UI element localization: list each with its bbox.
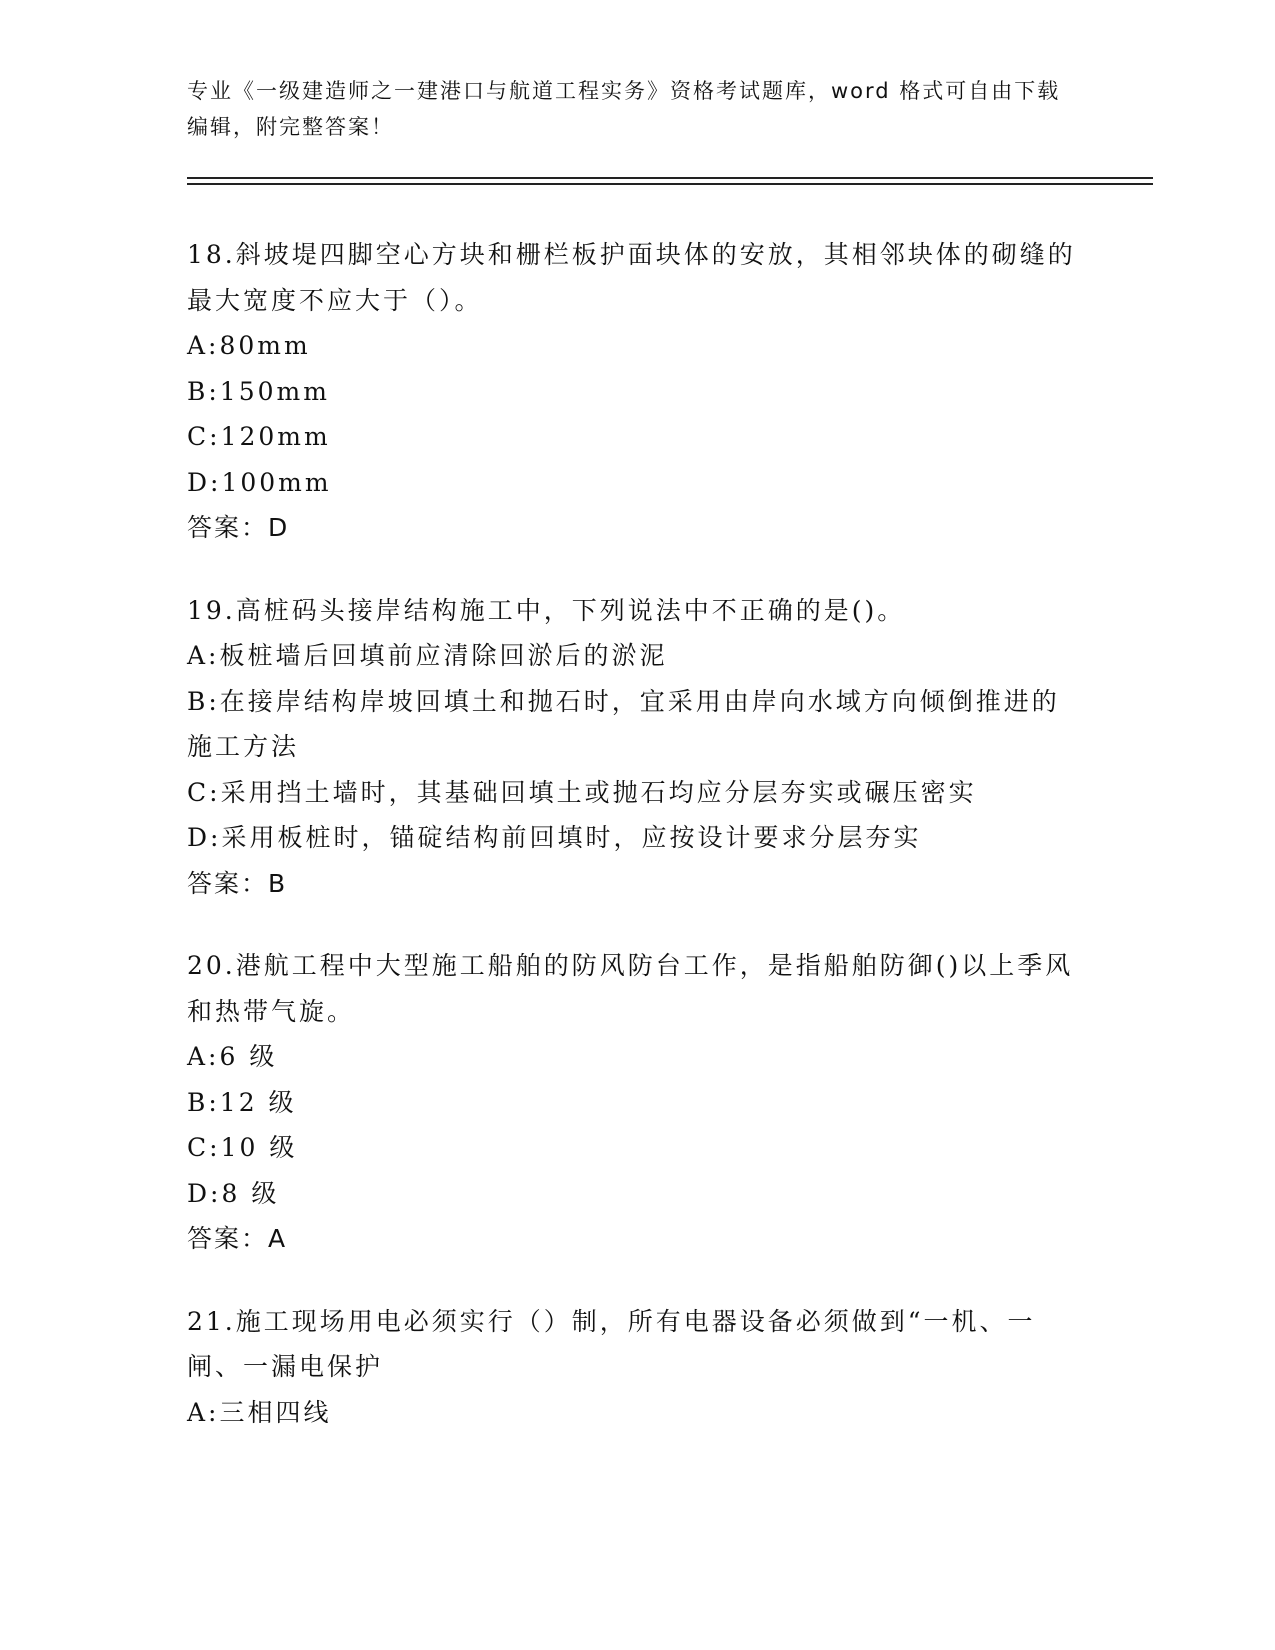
- question-list: [187, 232, 1087, 1472]
- answer-line: 答案：D: [187, 513, 290, 542]
- option-letter: B:: [187, 1087, 220, 1117]
- question-stem: 21.施工现场用电必须实行（）制，所有电器设备必须做到“一机、一闸、一漏电保护: [187, 1306, 1036, 1381]
- option-a: [187, 633, 1087, 679]
- question-19: [187, 588, 1087, 907]
- option-c: [187, 770, 1087, 816]
- option-letter: C:: [187, 777, 221, 807]
- answer-line: 答案：A: [187, 1224, 288, 1253]
- option-a: [187, 1390, 1087, 1436]
- option-letter: D:: [187, 467, 222, 497]
- option-b: [187, 679, 1087, 770]
- option-text: 150mm: [219, 376, 330, 406]
- header-divider-bottom: [187, 183, 1153, 185]
- option-text: 100mm: [221, 467, 332, 497]
- option-text: 采用板桩时，锚碇结构前回填时，应按设计要求分层夯实: [221, 823, 922, 852]
- option-text: 板桩墙后回填前应清除回淤后的淤泥: [219, 641, 668, 670]
- header-intro-text: 专业《一级建造师之一建港口与航道工程实务》资格考试题库，word 格式可自由下载编辑，附完整答案！: [187, 79, 1061, 139]
- option-text: 6 级: [219, 1042, 278, 1071]
- option-letter: C:: [187, 1133, 221, 1162]
- option-a: [187, 1034, 1087, 1080]
- question-stem: 19.高桩码头接岸结构施工中，下列说法中不正确的是()。: [187, 595, 906, 625]
- option-letter: B:: [187, 376, 220, 406]
- option-letter: C:: [187, 422, 221, 451]
- option-text: 10 级: [220, 1133, 298, 1162]
- option-d: [187, 460, 1087, 506]
- option-letter: D:: [187, 1178, 222, 1208]
- option-c: [187, 1125, 1087, 1171]
- option-text: 在接岸结构岸坡回填土和抛石时，宜采用由岸向水域方向倾倒推进的施工方法: [187, 686, 1060, 761]
- answer-line: 答案：B: [187, 868, 288, 898]
- option-a: [187, 323, 1087, 369]
- option-text: 12 级: [219, 1087, 297, 1117]
- question-18: [187, 232, 1087, 551]
- question-21: [187, 1299, 1087, 1436]
- option-letter: D:: [187, 823, 222, 852]
- option-text: 三相四线: [219, 1397, 332, 1427]
- option-c: [187, 414, 1087, 460]
- option-b: [187, 369, 1087, 415]
- option-letter: A:: [187, 331, 220, 360]
- option-letter: A:: [187, 641, 220, 670]
- option-letter: B:: [187, 686, 220, 716]
- option-letter: A:: [187, 1397, 220, 1427]
- option-d: [187, 1171, 1087, 1217]
- document-header: [187, 73, 1067, 145]
- question-stem: 18.斜坡堤四脚空心方块和栅栏板护面块体的安放，其相邻块体的砌缝的最大宽度不应大于（）。: [187, 240, 1076, 315]
- question-stem: 20.港航工程中大型施工船舶的防风防台工作，是指船舶防御()以上季风和热带气旋。: [187, 951, 1074, 1026]
- option-text: 120mm: [220, 422, 331, 451]
- option-text: 80mm: [219, 331, 311, 360]
- option-text: 8 级: [221, 1178, 280, 1208]
- option-b: [187, 1080, 1087, 1126]
- question-20: [187, 943, 1087, 1262]
- option-text: 采用挡土墙时，其基础回填土或抛石均应分层夯实或碾压密实: [220, 777, 977, 807]
- option-letter: A:: [187, 1042, 220, 1071]
- header-divider-top: [187, 177, 1153, 179]
- option-d: [187, 815, 1087, 861]
